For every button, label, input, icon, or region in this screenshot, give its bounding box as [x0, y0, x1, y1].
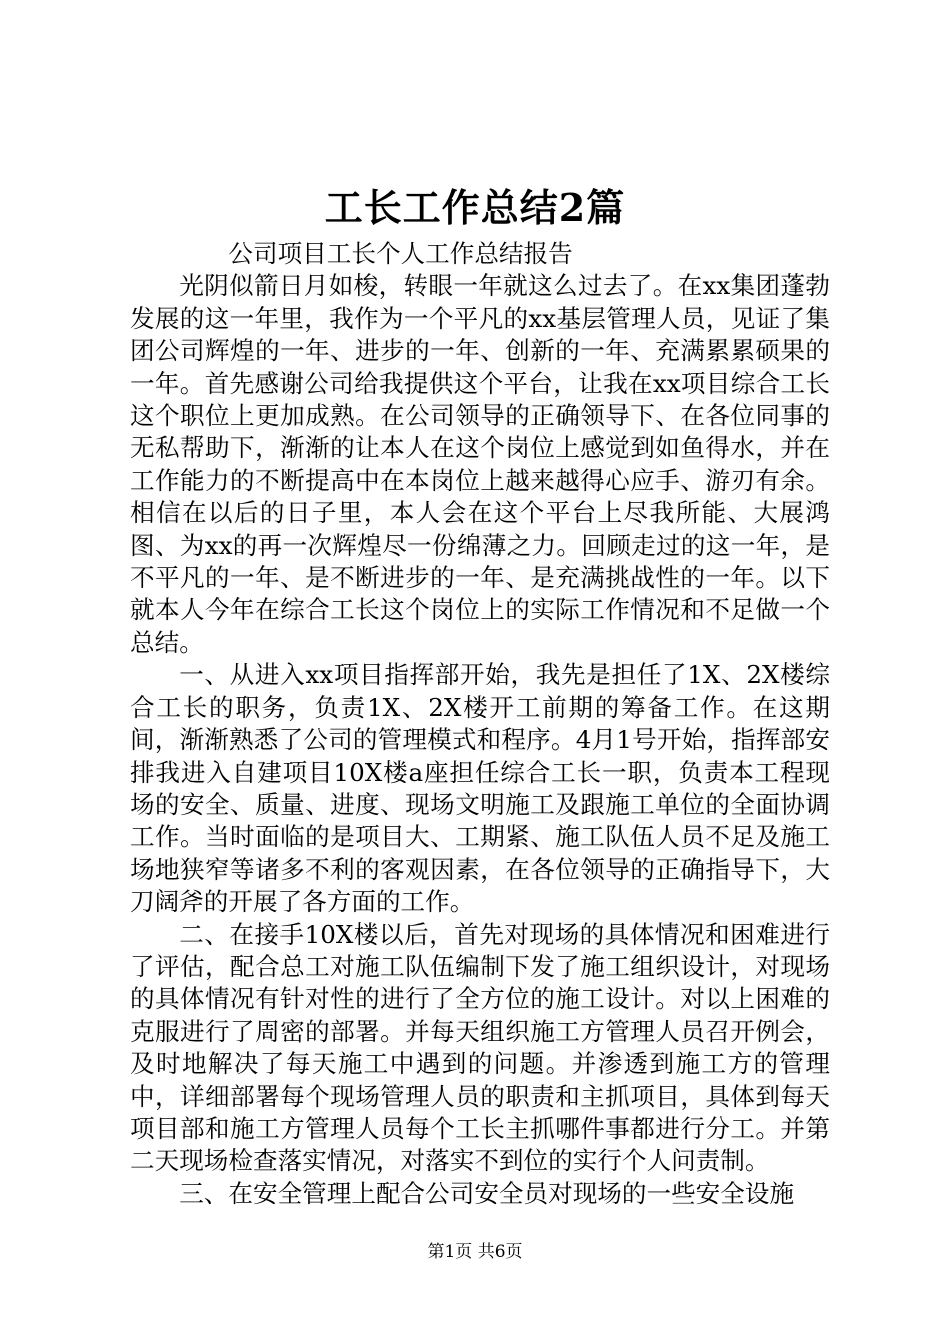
document-subtitle [130, 238, 830, 270]
document-subtitle-text: 公司项目工长个人工作总结报告 [228, 239, 573, 268]
paragraph: 二、在接手10X楼以后，首先对现场的具体情况和困难进行了评估，配合总工对施工队伍编制下发了施工组织设计，对现场的具体情况有针对性的进行了全方位的施工设计。对以上困难的克服进行了周密的部署。并每天组织施工方管理人员召开例会，及时地解决了每天施工中遇到的问题。并渗透到施工方的管理中，详细部署每个现场管理人员的职责和主抓项目，具体到每天项目部和施工方管理人员每个工长主抓哪件事都进行分工。并第二天现场检查落实情况，对落实不到位的实行个人问责制。 [130, 919, 830, 1176]
paragraph: 三、在安全管理上配合公司安全员对现场的一些安全设施 [179, 1178, 795, 1208]
page-footer: 第1页 共6页 [427, 1242, 523, 1262]
document-body [130, 238, 830, 1210]
paragraph: 一、从进入xx项目指挥部开始，我先是担任了1X、2X楼综合工长的职务，负责1X、2X楼开工前期的筹备工作。在这期间，渐渐熟悉了公司的管理模式和程序。4月1号开始，指挥部安排我进入自建项目10X楼a座担任综合工长一职，负责本工程现场的安全、质量、进度、现场文明施工及跟施工单位的全面协调工作。当时面临的是项目大、工期紧、施工队伍人员不足及施工场地狭窄等诸多不利的客观因素，在各位领导的正确指导下，大刀阔斧的开展了各方面的工作。 [130, 660, 830, 917]
document-title: 工长工作总结2篇 [324, 185, 626, 230]
paragraph: 光阴似箭日月如梭，转眼一年就这么过去了。在xx集团蓬勃发展的这一年里，我作为一个平凡的xx基层管理人员，见证了集团公司辉煌的一年、进步的一年、创新的一年、充满累累硕果的一年。首先感谢公司给我提供这个平台，让我在xx项目综合工长这个职位上更加成熟。在公司领导的正确领导下、在各位同事的无私帮助下，渐渐的让本人在这个岗位上感觉到如鱼得水，并在工作能力的不断提高中在本岗位上越来越得心应手、游刃有余。相信在以后的日子里，本人会在这个平台上尽我所能、大展鸿图、为xx的再一次辉煌尽一份绵薄之力。回顾走过的这一年，是不平凡的一年、是不断进步的一年、是充满挑战性的一年。以下就本人今年在综合工长这个岗位上的实际工作情况和不足做一个总结。 [130, 271, 830, 657]
